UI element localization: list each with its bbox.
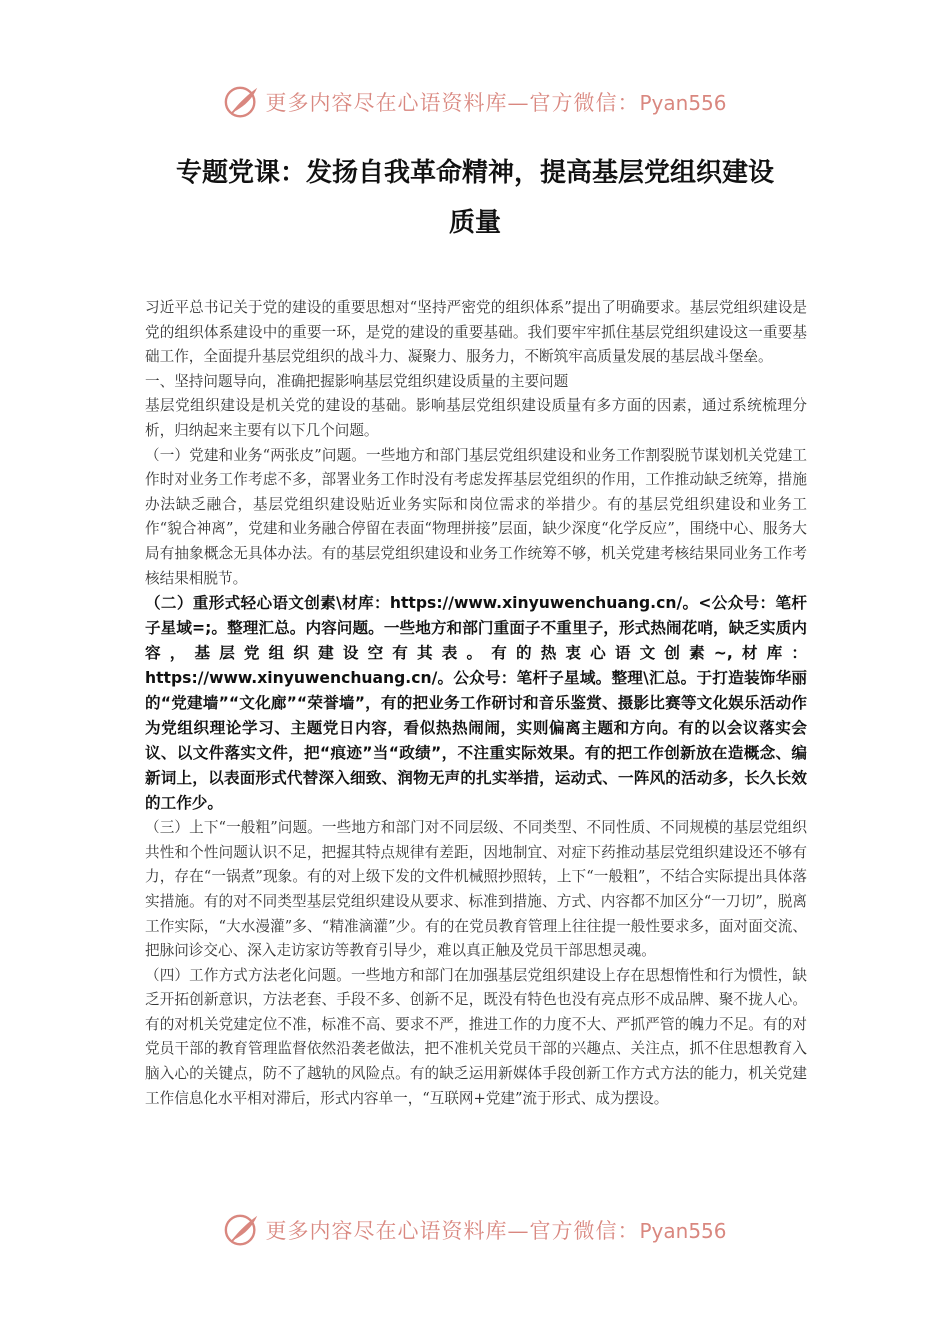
paragraph-intro: 习近平总书记关于党的建设的重要思想对“坚持严密党的组织体系”提出了明确要求。基层党组织建设是党的组织体系建设中的重要一环，是党的建设的重要基础。我们要牢牢抓住基层党组织建设这一重要基础工作，全面提升基层党组织的战斗力、凝聚力、服务力，不断筑牢高质量发展的基层战斗堡垒。 <box>145 299 807 366</box>
title-line-2: 质量 <box>448 208 501 238</box>
document-body <box>145 296 807 1111</box>
paragraph-item-1: （一）党建和业务“两张皮”问题。一些地方和部门基层党组织建设和业务工作割裂脱节谋划机关党建工作时对业务工作考虑不多，部署业务工作时没有考虑发挥基层党组织的作用，工作推动缺乏统筹，措施办法缺乏融合，基层党组织建设贴近业务实际和岗位需求的举措少。有的基层党组织建设和业务工作“貌合神离”，党建和业务融合停留在表面“物理拼接”层面，缺少深度“化学反应”，围绕中心、服务大局有抽象概念无具体办法。有的基层党组织建设和业务工作统筹不够，机关党建考核结果同业务工作考核结果相脱节。 <box>145 446 807 587</box>
document-title <box>130 148 820 248</box>
section-heading-1: 一、坚持问题导向，准确把握影响基层党组织建设质量的主要问题 <box>145 372 569 390</box>
quill-logo-icon <box>223 83 261 121</box>
paragraph-item-2: （二）重形式轻心语文创素\材库：https://www.xinyuwenchuang.cn/。<公众号：笔杆子星域=;。整理汇总。内容问题。一些地方和部门重面子不重里子，形式热闹花哨，缺乏实质内容，基层党组织建设空有其表。有的热衷心语文创素~,材库：https://www.xinyuwenchuang.cn/。公众号：笔杆子星域。整理\汇总。于打造装饰华丽的“党建墙”“文化廊”“荣誉墙”，有的把业务工作研讨和音乐鉴赏、摄影比赛等文化娱乐活动作为党组织理论学习、主题党日内容，看似热热闹闹，实则偏离主题和方向。有的以会议落实会议、以文件落实文件，把“痕迹”当“政绩”，不注重实际效果。有的把工作创新放在造概念、编新词上，以表面形式代替深入细致、润物无声的扎实举措，运动式、一阵风的活动多，长久长效的工作少。 <box>145 594 807 813</box>
header-watermark <box>0 80 950 124</box>
paragraph-item-4: （四）工作方式方法老化问题。一些地方和部门在加强基层党组织建设上存在思想惰性和行为惯性，缺乏开拓创新意识，方法老套、手段不多、创新不足，既没有特色也没有亮点形不成品牌、聚不拢人心。有的对机关党建定位不准，标准不高、要求不严，推进工作的力度不大、严抓严管的魄力不足。有的对党员干部的教育管理监督依然沿袭老做法，把不准机关党员干部的兴趣点、关注点，抓不住思想教育入脑入心的关键点，防不了越轨的风险点。有的缺乏运用新媒体手段创新工作方式方法的能力，机关党建工作信息化水平相对滞后，形式内容单一，“互联网+党建”流于形式、成为摆设。 <box>145 966 807 1107</box>
paragraph-section-intro: 基层党组织建设是机关党的建设的基础。影响基层党组织建设质量有多方面的因素，通过系统梳理分析，归纳起来主要有以下几个问题。 <box>145 397 807 439</box>
footer-watermark <box>0 1208 950 1252</box>
watermark-text: 更多内容尽在心语资料库—官方微信：Pyan556 <box>265 1219 727 1243</box>
wechat-id: Pyan556 <box>639 91 727 115</box>
wechat-id: Pyan556 <box>639 1219 727 1243</box>
watermark-text: 更多内容尽在心语资料库—官方微信：Pyan556 <box>265 91 727 115</box>
quill-logo-icon <box>223 1211 261 1249</box>
paragraph-item-3: （三）上下“一般粗”问题。一些地方和部门对不同层级、不同类型、不同性质、不同规模的基层党组织共性和个性问题认识不足，把握其特点规律有差距，因地制宜、对症下药推动基层党组织建设还不够有力，存在“一锅煮”现象。有的对上级下发的文件机械照抄照转，上下“一般粗”，不结合实际提出具体落实措施。有的对不同类型基层党组织建设从要求、标准到措施、方式、内容都不加区分“一刀切”，脱离工作实际，“大水漫灌”多、“精准滴灌”少。有的在党员教育管理上往往提一般性要求多，面对面交流、把脉问诊交心、深入走访家访等教育引导少，难以真正触及党员干部思想灵魂。 <box>145 819 807 960</box>
title-line-1: 专题党课：发扬自我革命精神，提高基层党组织建设 <box>175 158 774 188</box>
